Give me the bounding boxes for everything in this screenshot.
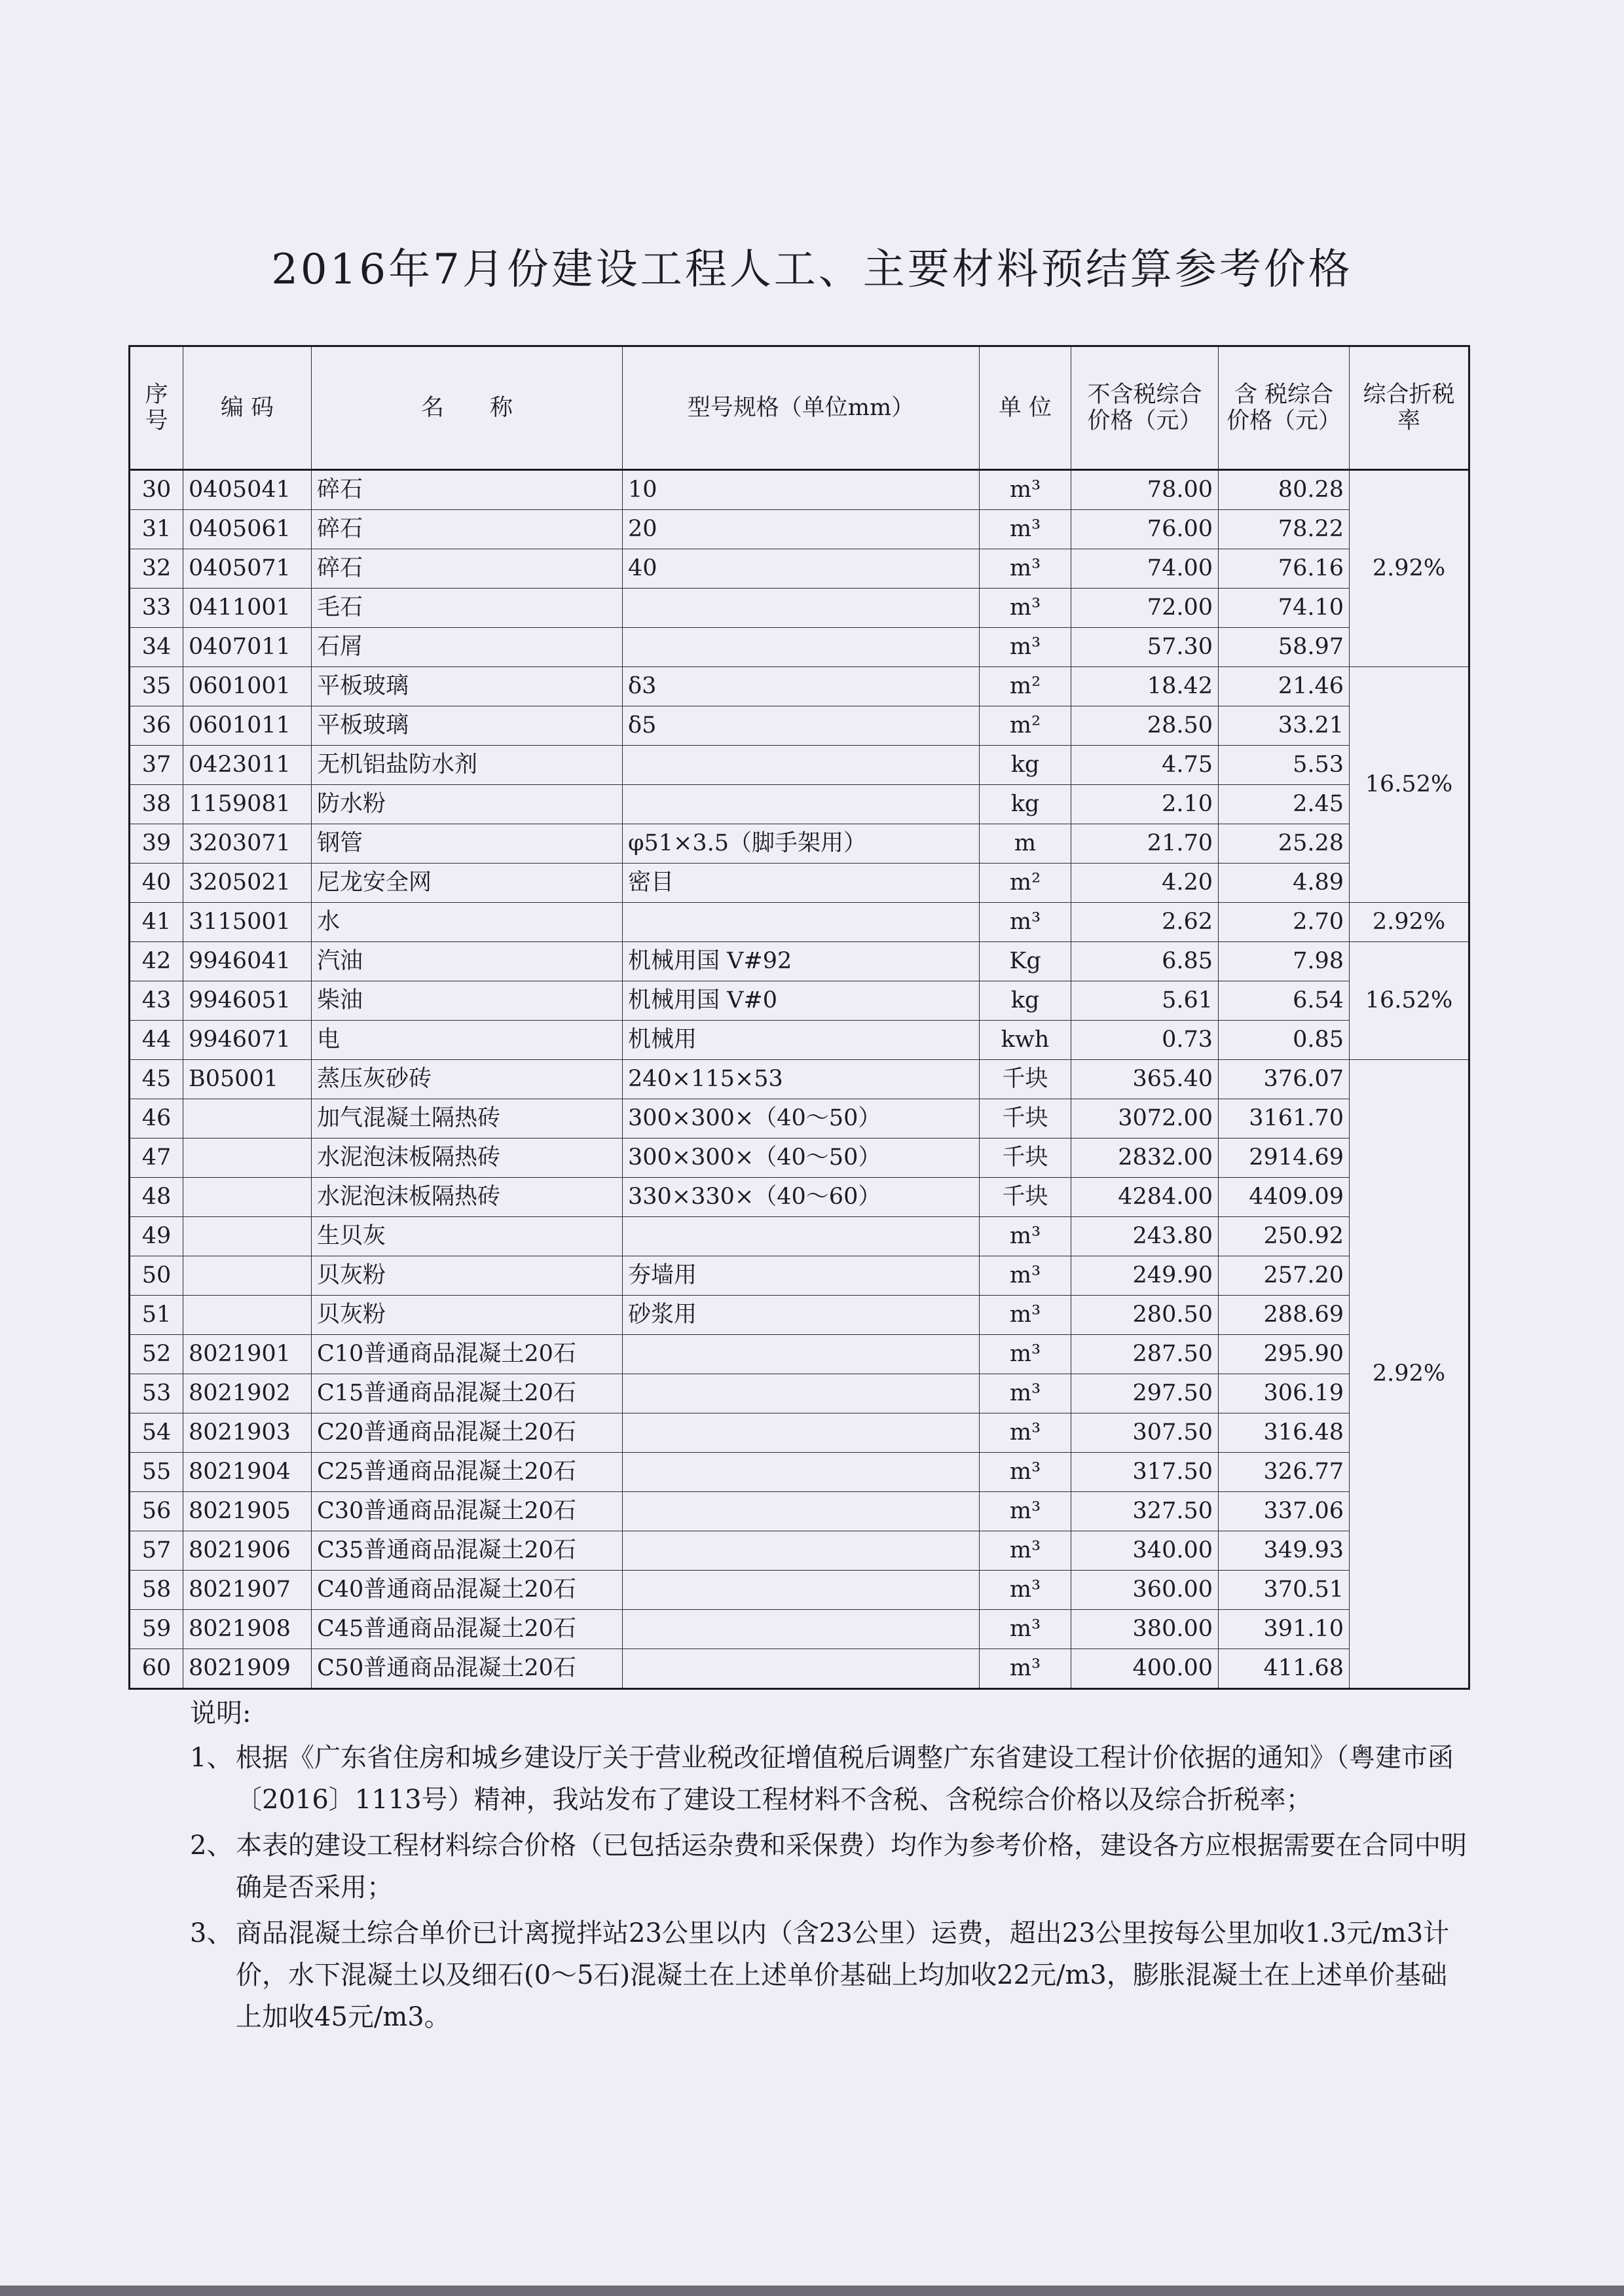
table-row [130, 942, 1469, 981]
row-number: 48 [130, 1178, 183, 1217]
page-title: 2016年7月份建设工程人工、主要材料预结算参考价格 [271, 246, 1353, 294]
price-incl-tax: 3161.70 [1219, 1099, 1350, 1139]
material-code: 0423011 [183, 746, 312, 785]
material-spec: 机械用国 V#92 [623, 942, 980, 981]
price-excl-tax: 360.00 [1071, 1571, 1219, 1610]
unit: m³ [980, 903, 1071, 942]
material-spec [623, 1571, 980, 1610]
notes-title: 说明: [190, 1698, 251, 1728]
unit: m³ [980, 1531, 1071, 1571]
material-spec: 300×300×（40～50） [623, 1139, 980, 1178]
material-code: 0405041 [183, 470, 312, 510]
material-name: C15普通商品混凝土20石 [312, 1374, 623, 1413]
price-incl-tax: 80.28 [1219, 470, 1350, 510]
row-number: 41 [130, 903, 183, 942]
header-name: 名 称 [312, 346, 623, 470]
price-excl-tax: 297.50 [1071, 1374, 1219, 1413]
table-row [130, 1649, 1469, 1689]
material-spec [623, 1610, 980, 1649]
price-incl-tax: 316.48 [1219, 1413, 1350, 1453]
material-code [183, 1139, 312, 1178]
price-incl-tax: 337.06 [1219, 1492, 1350, 1531]
unit: m³ [980, 510, 1071, 549]
unit: kg [980, 785, 1071, 824]
header-spec: 型号规格（单位mm） [623, 346, 980, 470]
unit: m³ [980, 589, 1071, 628]
material-spec: 330×330×（40～60） [623, 1178, 980, 1217]
material-spec: 40 [623, 549, 980, 589]
note-item [190, 1912, 1467, 2038]
price-excl-tax: 243.80 [1071, 1217, 1219, 1256]
table-row [130, 1139, 1469, 1178]
unit: m³ [980, 549, 1071, 589]
price-excl-tax: 365.40 [1071, 1060, 1219, 1099]
table-row [130, 1453, 1469, 1492]
unit: m³ [980, 1374, 1071, 1413]
table-row [130, 1492, 1469, 1531]
price-incl-tax: 295.90 [1219, 1335, 1350, 1374]
row-number: 52 [130, 1335, 183, 1374]
material-spec: 10 [623, 470, 980, 510]
material-code [183, 1217, 312, 1256]
price-incl-tax: 391.10 [1219, 1610, 1350, 1649]
price-incl-tax: 6.54 [1219, 981, 1350, 1021]
table-row [130, 1335, 1469, 1374]
table-row [130, 1610, 1469, 1649]
unit: 千块 [980, 1178, 1071, 1217]
material-spec [623, 1492, 980, 1531]
note-item [190, 1825, 1467, 1908]
note-number: 2、 [190, 1831, 233, 1861]
material-name: 柴油 [312, 981, 623, 1021]
price-excl-tax: 76.00 [1071, 510, 1219, 549]
material-name: C45普通商品混凝土20石 [312, 1610, 623, 1649]
price-excl-tax: 57.30 [1071, 628, 1219, 667]
unit: m³ [980, 1217, 1071, 1256]
material-code: 3115001 [183, 903, 312, 942]
price-excl-tax: 2.62 [1071, 903, 1219, 942]
material-name: C40普通商品混凝土20石 [312, 1571, 623, 1610]
row-number: 31 [130, 510, 183, 549]
table-row [130, 1256, 1469, 1296]
material-name: 碎石 [312, 549, 623, 589]
material-code: 3203071 [183, 824, 312, 864]
row-number: 34 [130, 628, 183, 667]
row-number: 46 [130, 1099, 183, 1139]
material-code: 8021907 [183, 1571, 312, 1610]
material-name: 防水粉 [312, 785, 623, 824]
material-spec [623, 1374, 980, 1413]
table-body [130, 470, 1469, 1689]
table-row [130, 470, 1469, 510]
material-code: B05001 [183, 1060, 312, 1099]
material-spec [623, 785, 980, 824]
material-spec [623, 1531, 980, 1571]
unit: m² [980, 706, 1071, 746]
material-name: C20普通商品混凝土20石 [312, 1413, 623, 1453]
row-number: 45 [130, 1060, 183, 1099]
unit: kg [980, 746, 1071, 785]
material-code [183, 1099, 312, 1139]
header-no: 序号 [130, 346, 183, 470]
table-row [130, 981, 1469, 1021]
row-number: 42 [130, 942, 183, 981]
unit: 千块 [980, 1099, 1071, 1139]
price-excl-tax: 2832.00 [1071, 1139, 1219, 1178]
material-name: 钢管 [312, 824, 623, 864]
unit: m³ [980, 1610, 1071, 1649]
price-incl-tax: 4.89 [1219, 864, 1350, 903]
material-code [183, 1178, 312, 1217]
price-incl-tax: 370.51 [1219, 1571, 1350, 1610]
material-name: 蒸压灰砂砖 [312, 1060, 623, 1099]
material-name: C25普通商品混凝土20石 [312, 1453, 623, 1492]
unit: kg [980, 981, 1071, 1021]
price-excl-tax: 28.50 [1071, 706, 1219, 746]
material-spec: φ51×3.5（脚手架用） [623, 824, 980, 864]
table-row [130, 864, 1469, 903]
material-name: 水 [312, 903, 623, 942]
table-row [130, 746, 1469, 785]
row-number: 59 [130, 1610, 183, 1649]
table-row [130, 1531, 1469, 1571]
material-name: 碎石 [312, 510, 623, 549]
unit: m³ [980, 1413, 1071, 1453]
price-excl-tax: 317.50 [1071, 1453, 1219, 1492]
unit: m³ [980, 628, 1071, 667]
material-name: 水泥泡沫板隔热砖 [312, 1178, 623, 1217]
material-spec: 夯墙用 [623, 1256, 980, 1296]
unit: m³ [980, 1256, 1071, 1296]
table-row [130, 1217, 1469, 1256]
note-text: 根据《广东省住房和城乡建设厅关于营业税改征增值税后调整广东省建设工程计价依据的通知》（粤建市函〔2016〕1113号）精神，我站发布了建设工程材料不含税、含税综合价格以及综合折税率； [236, 1743, 1454, 1815]
row-number: 53 [130, 1374, 183, 1413]
row-number: 56 [130, 1492, 183, 1531]
tax-rate: 16.52% [1350, 942, 1469, 1060]
material-spec [623, 1335, 980, 1374]
table-row [130, 1099, 1469, 1139]
material-name: 加气混凝土隔热砖 [312, 1099, 623, 1139]
material-spec: 机械用国 V#0 [623, 981, 980, 1021]
price-incl-tax: 25.28 [1219, 824, 1350, 864]
material-spec [623, 1217, 980, 1256]
row-number: 30 [130, 470, 183, 510]
table-row [130, 510, 1469, 549]
row-number: 36 [130, 706, 183, 746]
material-name: C35普通商品混凝土20石 [312, 1531, 623, 1571]
note-number: 1、 [190, 1743, 233, 1773]
tax-rate: 2.92% [1350, 1060, 1469, 1689]
note-text: 本表的建设工程材料综合价格（已包括运杂费和采保费）均作为参考价格，建设各方应根据需要在合同中明确是否采用； [236, 1831, 1467, 1903]
header-unit: 单 位 [980, 346, 1071, 470]
price-excl-tax: 78.00 [1071, 470, 1219, 510]
scan-bottom-edge [0, 2286, 1624, 2296]
row-number: 47 [130, 1139, 183, 1178]
price-incl-tax: 78.22 [1219, 510, 1350, 549]
price-excl-tax: 5.61 [1071, 981, 1219, 1021]
price-incl-tax: 250.92 [1219, 1217, 1350, 1256]
table-row [130, 785, 1469, 824]
table-row [130, 1413, 1469, 1453]
material-code [183, 1296, 312, 1335]
price-excl-tax: 74.00 [1071, 549, 1219, 589]
header-price: 不含税综合价格（元） [1071, 346, 1219, 470]
row-number: 54 [130, 1413, 183, 1453]
unit: m³ [980, 1649, 1071, 1689]
material-spec [623, 1413, 980, 1453]
table-row [130, 1374, 1469, 1413]
material-code: 0411001 [183, 589, 312, 628]
table-header-row [130, 346, 1469, 470]
table-row [130, 589, 1469, 628]
material-name: 贝灰粉 [312, 1296, 623, 1335]
note-number: 3、 [190, 1918, 233, 1948]
material-spec: 300×300×（40～50） [623, 1099, 980, 1139]
material-spec [623, 746, 980, 785]
header-code: 编 码 [183, 346, 312, 470]
header-rate: 综合折税率 [1350, 346, 1469, 470]
table-row [130, 1296, 1469, 1335]
unit: 千块 [980, 1060, 1071, 1099]
material-code: 9946041 [183, 942, 312, 981]
unit: m [980, 824, 1071, 864]
material-name: 贝灰粉 [312, 1256, 623, 1296]
row-number: 35 [130, 667, 183, 706]
material-code: 9946071 [183, 1021, 312, 1060]
price-excl-tax: 72.00 [1071, 589, 1219, 628]
material-name: 毛石 [312, 589, 623, 628]
row-number: 40 [130, 864, 183, 903]
material-code: 0405061 [183, 510, 312, 549]
material-name: C10普通商品混凝土20石 [312, 1335, 623, 1374]
price-excl-tax: 18.42 [1071, 667, 1219, 706]
row-number: 60 [130, 1649, 183, 1689]
table-row [130, 549, 1469, 589]
material-spec [623, 1649, 980, 1689]
table-row [130, 706, 1469, 746]
material-spec: δ3 [623, 667, 980, 706]
table-row [130, 1178, 1469, 1217]
header-price-tax: 含 税综合价格（元） [1219, 346, 1350, 470]
table-row [130, 824, 1469, 864]
price-incl-tax: 74.10 [1219, 589, 1350, 628]
unit: m³ [980, 470, 1071, 510]
row-number: 51 [130, 1296, 183, 1335]
row-number: 37 [130, 746, 183, 785]
price-excl-tax: 280.50 [1071, 1296, 1219, 1335]
unit: m² [980, 667, 1071, 706]
price-incl-tax: 326.77 [1219, 1453, 1350, 1492]
price-excl-tax: 6.85 [1071, 942, 1219, 981]
row-number: 32 [130, 549, 183, 589]
material-name: 平板玻璃 [312, 667, 623, 706]
price-excl-tax: 380.00 [1071, 1610, 1219, 1649]
price-incl-tax: 2.45 [1219, 785, 1350, 824]
price-incl-tax: 5.53 [1219, 746, 1350, 785]
price-excl-tax: 400.00 [1071, 1649, 1219, 1689]
material-name: C50普通商品混凝土20石 [312, 1649, 623, 1689]
price-incl-tax: 2914.69 [1219, 1139, 1350, 1178]
price-incl-tax: 4409.09 [1219, 1178, 1350, 1217]
material-spec [623, 903, 980, 942]
material-name: 平板玻璃 [312, 706, 623, 746]
material-spec: 砂浆用 [623, 1296, 980, 1335]
price-incl-tax: 33.21 [1219, 706, 1350, 746]
price-excl-tax: 4.20 [1071, 864, 1219, 903]
price-excl-tax: 340.00 [1071, 1531, 1219, 1571]
material-code: 8021908 [183, 1610, 312, 1649]
price-excl-tax: 4.75 [1071, 746, 1219, 785]
row-number: 39 [130, 824, 183, 864]
material-name: 无机铝盐防水剂 [312, 746, 623, 785]
row-number: 58 [130, 1571, 183, 1610]
note-item [190, 1737, 1467, 1821]
unit: kwh [980, 1021, 1071, 1060]
material-code: 8021903 [183, 1413, 312, 1453]
table-row [130, 903, 1469, 942]
price-incl-tax: 257.20 [1219, 1256, 1350, 1296]
material-spec: 240×115×53 [623, 1060, 980, 1099]
table-row [130, 628, 1469, 667]
tax-rate: 2.92% [1350, 470, 1469, 667]
unit: m³ [980, 1335, 1071, 1374]
table-row [130, 1021, 1469, 1060]
material-spec [623, 628, 980, 667]
row-number: 49 [130, 1217, 183, 1256]
table-row [130, 1060, 1469, 1099]
material-code [183, 1256, 312, 1296]
material-code: 8021905 [183, 1492, 312, 1531]
table-row [130, 1571, 1469, 1610]
material-code: 8021909 [183, 1649, 312, 1689]
material-spec [623, 1453, 980, 1492]
notes [190, 1692, 1467, 2042]
tax-rate: 16.52% [1350, 667, 1469, 903]
material-code: 9946051 [183, 981, 312, 1021]
unit: m³ [980, 1453, 1071, 1492]
price-excl-tax: 249.90 [1071, 1256, 1219, 1296]
material-code: 0601001 [183, 667, 312, 706]
price-excl-tax: 4284.00 [1071, 1178, 1219, 1217]
material-code: 3205021 [183, 864, 312, 903]
unit: m³ [980, 1296, 1071, 1335]
material-code: 0405071 [183, 549, 312, 589]
material-spec: 密目 [623, 864, 980, 903]
price-excl-tax: 3072.00 [1071, 1099, 1219, 1139]
material-name: 尼龙安全网 [312, 864, 623, 903]
unit: m³ [980, 1571, 1071, 1610]
material-name: 电 [312, 1021, 623, 1060]
material-name: 生贝灰 [312, 1217, 623, 1256]
row-number: 43 [130, 981, 183, 1021]
row-number: 44 [130, 1021, 183, 1060]
table-row [130, 667, 1469, 706]
price-incl-tax: 288.69 [1219, 1296, 1350, 1335]
material-name: 水泥泡沫板隔热砖 [312, 1139, 623, 1178]
material-code: 8021906 [183, 1531, 312, 1571]
material-name: 碎石 [312, 470, 623, 510]
row-number: 57 [130, 1531, 183, 1571]
price-incl-tax: 2.70 [1219, 903, 1350, 942]
price-incl-tax: 306.19 [1219, 1374, 1350, 1413]
price-incl-tax: 376.07 [1219, 1060, 1350, 1099]
price-incl-tax: 76.16 [1219, 549, 1350, 589]
material-spec: 20 [623, 510, 980, 549]
price-incl-tax: 0.85 [1219, 1021, 1350, 1060]
price-excl-tax: 21.70 [1071, 824, 1219, 864]
price-excl-tax: 2.10 [1071, 785, 1219, 824]
price-excl-tax: 287.50 [1071, 1335, 1219, 1374]
price-excl-tax: 307.50 [1071, 1413, 1219, 1453]
price-incl-tax: 411.68 [1219, 1649, 1350, 1689]
price-excl-tax: 327.50 [1071, 1492, 1219, 1531]
price-incl-tax: 58.97 [1219, 628, 1350, 667]
material-code: 8021902 [183, 1374, 312, 1413]
price-table [128, 345, 1470, 1690]
row-number: 55 [130, 1453, 183, 1492]
material-spec: δ5 [623, 706, 980, 746]
unit: m² [980, 864, 1071, 903]
row-number: 33 [130, 589, 183, 628]
material-spec [623, 589, 980, 628]
material-name: 汽油 [312, 942, 623, 981]
price-incl-tax: 21.46 [1219, 667, 1350, 706]
price-excl-tax: 0.73 [1071, 1021, 1219, 1060]
material-code: 8021901 [183, 1335, 312, 1374]
note-text: 商品混凝土综合单价已计离搅拌站23公里以内（含23公里）运费，超出23公里按每公里加收1.3元/m3计价，水下混凝土以及细石(0～5石)混凝土在上述单价基础上均加收22元/m3，膨胀混凝土在上述单价基础上加收45元/m3。 [236, 1918, 1450, 2032]
material-code: 0601011 [183, 706, 312, 746]
unit: m³ [980, 1492, 1071, 1531]
unit: Kg [980, 942, 1071, 981]
unit: 千块 [980, 1139, 1071, 1178]
material-name: C30普通商品混凝土20石 [312, 1492, 623, 1531]
material-name: 石屑 [312, 628, 623, 667]
material-code: 0407011 [183, 628, 312, 667]
price-incl-tax: 7.98 [1219, 942, 1350, 981]
material-spec: 机械用 [623, 1021, 980, 1060]
material-code: 8021904 [183, 1453, 312, 1492]
material-code: 1159081 [183, 785, 312, 824]
price-incl-tax: 349.93 [1219, 1531, 1350, 1571]
row-number: 50 [130, 1256, 183, 1296]
tax-rate: 2.92% [1350, 903, 1469, 942]
row-number: 38 [130, 785, 183, 824]
